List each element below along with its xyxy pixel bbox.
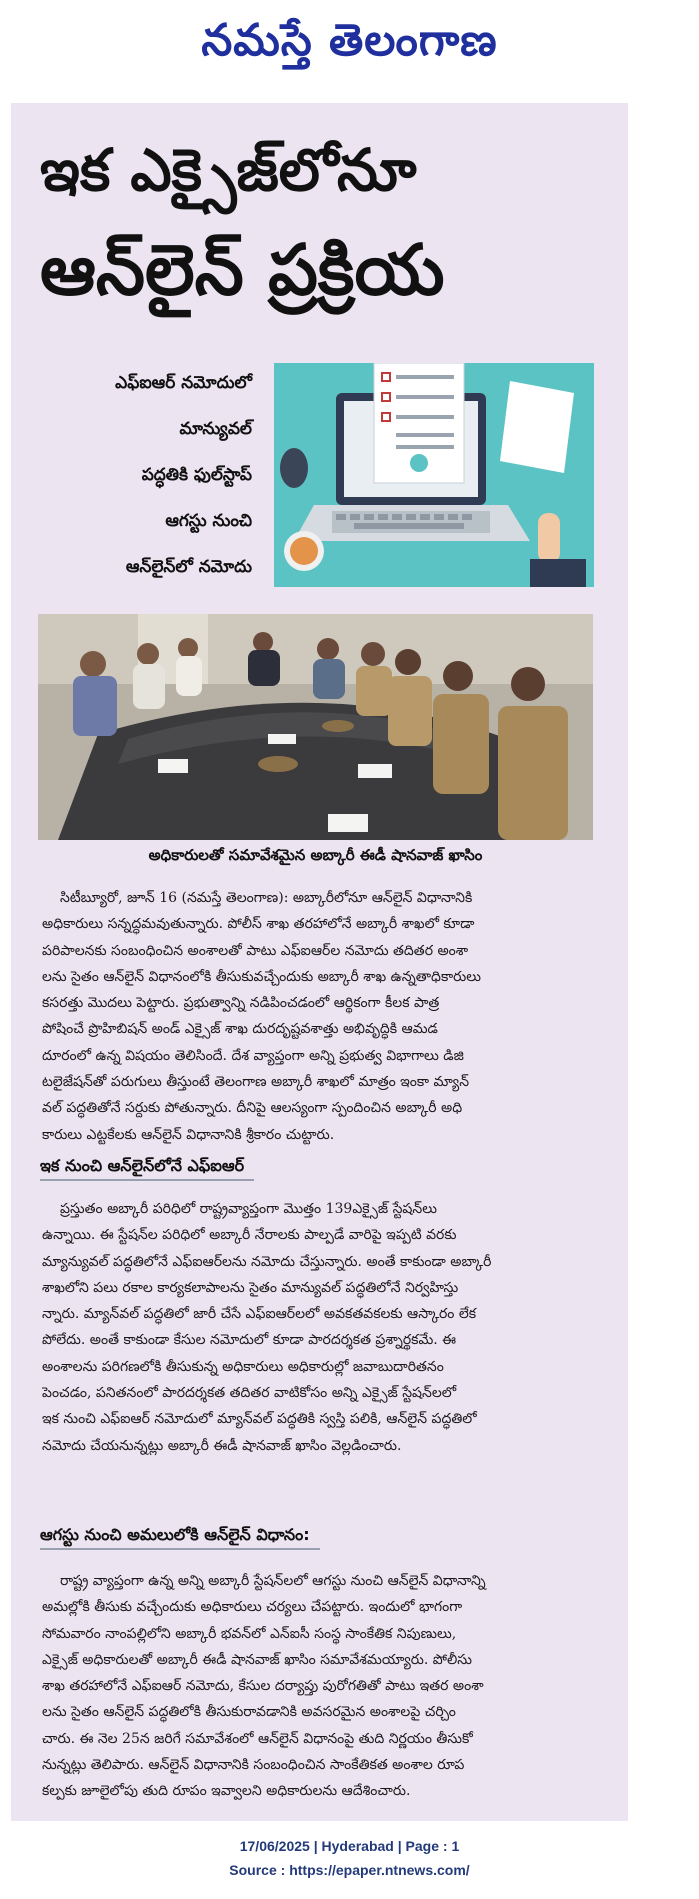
paragraph-line: నమోదు చేయనున్నట్లు అబ్కారీ ఈడీ షానవాజ్ ఖాసిం వెల్లడించారు. [42,1437,402,1454]
headline-line-2: ఆన్‌లైన్ ప్రక్రియ [40,229,445,311]
paragraph-line: నున్నట్లు తెలిపారు. ఆన్‌లైన్ విధానానికి సంబంధించిన సాంకేతికత అంశాల రూప [42,1757,465,1774]
paragraph-line: అంశాలను పరిగణలోకి తీసుకున్న అధికారులు అధికారుల్లో జవాబుదారితనం [42,1358,444,1375]
deck-line: ఆన్‌లైన్‌లో నమోదు [125,557,252,577]
paragraph-line: పోలేదు. అంతే కాకుండా కేసుల నమోదులో కూడా పారదర్శకత ప్రశ్నార్థకమే. ఈ [42,1332,457,1349]
masthead [0,6,699,76]
deck [30,360,252,590]
paragraph-line: న్నారు. మ్యాన్‌వల్ పద్ధతిలో జారీ చేసే ఎఫ్ఐఆర్‌లలో అవకతవకలకు ఆస్కారం లేక [42,1306,477,1323]
paragraph-line: లను సైతం ఆన్‌లైన్ విధానంలోకి తీసుకువచ్చేందుకు అబ్కారీ శాఖ ఉన్నతాధికారులు [42,968,481,985]
paragraph-line: లను సైతం ఆన్‌లైన్ పద్ధతిలోకి తీసుకురావడానికి అవసరమైన అంశాలపై చర్చిం [42,1704,456,1721]
subheading-online-fir: ఇక నుంచి ఆన్‌లైన్‌లోనే ఎఫ్ఐఆర్ [40,1153,254,1181]
deck-line: ఎఫ్ఐఆర్ నమోదులో [115,373,252,393]
paragraph-line: అధికారులు సన్నద్ధమవుతున్నారు. పోలీస్ శాఖ తరహాలోనే అబ్కారీ శాఖలో కూడా [42,916,475,933]
paragraph-line: చారు. ఈ నెల 25న జరిగే సమావేశంలో ఆన్‌లైన్ విధానంపై తుది నిర్ణయం తీసుకో [42,1730,473,1747]
paragraph-line: శాఖలోని పలు రకాల కార్యకలాపాలను సైతం మాన్యువల్ పద్ధతిలోనే నిర్వహిస్తు [42,1279,459,1296]
footer-source-link[interactable]: Source : https://epaper.ntnews.com/ [229,1862,470,1878]
paragraph-line: పెంచడం, పనితనంలో పారదర్శకత తదితర వాటికోసం అన్ని ఎక్సైజ్ స్టేషన్‌లలో [42,1385,457,1402]
paragraph-line: కల్పకు జూలైలోపు తుది రూపం ఇవ్వాలని అధికారులను ఆదేశించారు. [42,1783,411,1800]
masthead-title: నమస్తే తెలంగాణ [201,15,498,66]
paragraph-line: పోషించే ప్రొహిబిషన్ అండ్ ఎక్సైజ్ శాఖ దురదృష్టవశాత్తు అభివృద్ధికి ఆమడ [42,1021,438,1038]
paragraph-line: కారులు ఎట్టకేలకు ఆన్‌లైన్ విధానానికి శ్రీకారం చుట్టారు. [42,1126,335,1143]
footer-date-city-page: 17/06/2025 | Hyderabad | Page : 1 [239,1838,460,1854]
paragraph-line: వల్ పద్ధతితోనే సర్దుకు పోతున్నారు. దీనిపై ఆలస్యంగా స్పందించిన అబ్కారీ అధి [42,1100,463,1117]
deck-line: ఆగస్టు నుంచి [165,511,252,531]
paragraph-line: సోమవారం నాంపల్లిలోని అబ్కారీ భవన్‌లో ఎన్ఐసీ సంస్థ సాంకేతిక నిపుణులు, [42,1625,457,1642]
paragraph-line: సిటీబ్యూరో, జూన్ 16 (నమస్తే తెలంగాణ): అబ్కారీలోనూ ఆన్‌లైన్ విధానానికి [60,890,473,906]
deck-line: పద్ధతికి ఫుల్‌స్టాప్ [141,465,252,485]
meeting-photo [38,614,593,840]
paragraph-line: దూరంలో ఉన్న విషయం తెలిసిందే. దేశ వ్యాప్తంగా అన్ని ప్రభుత్వ విభాగాలు డిజి [42,1047,464,1064]
meeting-photo-image [38,614,593,840]
laptop-icon [274,363,594,587]
laptop-checklist-illustration [274,363,594,587]
photo-caption: అధికారులతో సమావేశమైన అబ్కారీ ఈడీ షానవాజ్ ఖాసిం [148,846,483,864]
deck-line: మాన్యువల్ [179,419,252,439]
subheading-august-rollout: ఆగస్టు నుంచి అమలులోకి ఆన్‌లైన్ విధానం: [40,1522,320,1550]
article-paragraph-3 [42,1568,602,1805]
paragraph-line: ఇక నుంచి ఎఫ్ఐఆర్ నమోదులో మ్యాన్‌వల్ పద్ధతికి స్వస్తి పలికి, ఆన్‌లైన్ పద్ధతిలో [42,1411,477,1428]
paragraph-line: మ్యాన్యువల్ పద్ధతిలోనే ఎఫ్ఐఆర్‌లను నమోదు చేస్తున్నారు. అంతే కాకుండా అబ్కారీ [42,1253,492,1270]
article-paragraph-1 [42,885,602,1148]
paragraph-line: ప్రస్తుతం అబ్కారీ పరిధిలో రాష్ట్రవ్యాప్తంగా మొత్తం 139ఎక్సైజ్ స్టేషన్‌లు [60,1201,437,1217]
paragraph-line: టలైజేషన్‌తో పరుగులు తీస్తుంటే తెలంగాణ అబ్కారీ శాఖలో మాత్రం ఇంకా మ్యాన్ [42,1074,470,1091]
paragraph-line: పరిపాలనకు సంబంధించిన అంశాలతో పాటు ఎఫ్ఐఆర్‌ల నమోదు తదితర అంశా [42,942,469,959]
paragraph-line: ఉన్నాయి. ఈ స్టేషన్‌ల పరిధిలో అబ్కారీ నేరాలకు పాల్పడే వారిపై ఇప్పటి వరకు [42,1227,457,1244]
paragraph-line: ఎక్సైజ్ అధికారులతో అబ్కారీ ఈడీ షానవాజ్ ఖాసిం సమావేశమయ్యారు. పోలీసు [42,1651,472,1668]
headline-line-1: ఇక ఎక్సైజ్‌లోనూ [40,136,417,204]
paragraph-line: కసరత్తు మొదలు పెట్టారు. ప్రభుత్వాన్ని నడిపించడంలో ఆర్థికంగా కీలక పాత్ర [42,995,440,1012]
article-paragraph-2 [42,1196,602,1459]
paragraph-line: రాష్ట్ర వ్యాప్తంగా ఉన్న అన్ని అబ్కారీ స్టేషన్‌లలో ఆగస్టు నుంచి ఆన్‌లైన్ విధానాన్ని [60,1573,486,1589]
paragraph-line: అమల్లోకి తీసుకు వచ్చేందుకు అధికారులు చర్యలు చేపట్టారు. ఇందులో భాగంగా [42,1599,463,1616]
paragraph-line: శాఖ తరహాలోనే ఎఫ్ఐఆర్ నమోదు, కేసుల దర్యాప్తు పురోగతితో పాటు ఇతర అంశా [42,1678,484,1695]
